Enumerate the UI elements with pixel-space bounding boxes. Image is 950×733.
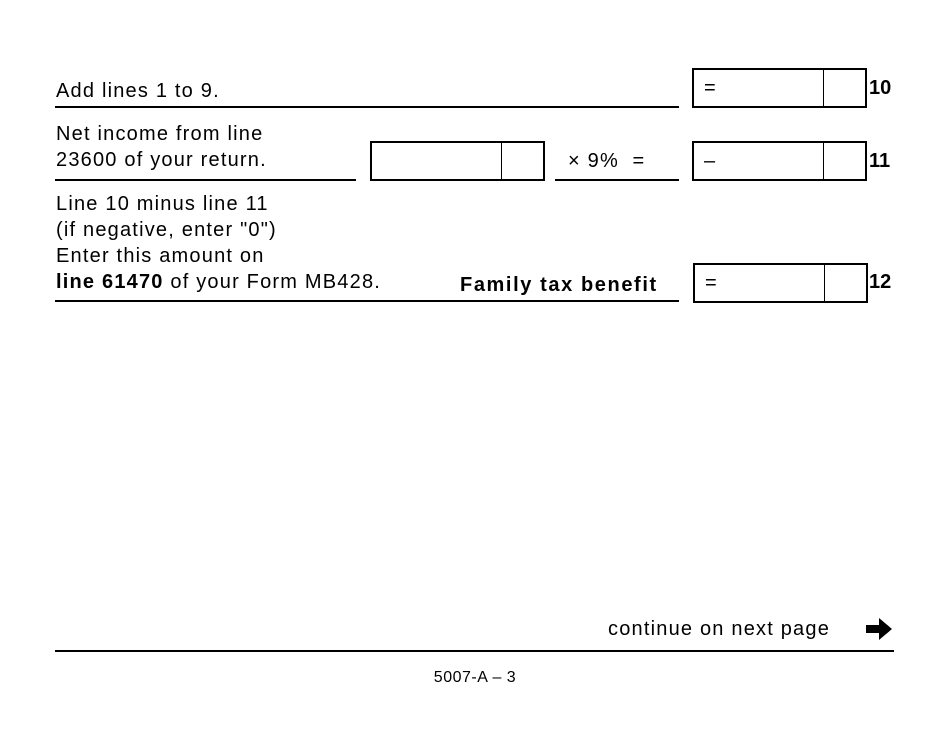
line11-label-rule — [55, 179, 356, 181]
footer-rule — [55, 650, 894, 652]
right-arrow-icon — [864, 616, 894, 642]
line11-number: 11 — [869, 150, 891, 172]
continue-on-next-page — [608, 616, 830, 642]
line12-label-bold: line 61470 — [56, 271, 164, 293]
line11-multiplier-rule — [555, 179, 679, 181]
line11-amount-field[interactable] — [692, 141, 867, 181]
line12-number: 12 — [869, 271, 892, 293]
net-income-field[interactable] — [370, 141, 545, 181]
line12-label-4 — [56, 269, 381, 295]
line11-cents-divider — [823, 143, 824, 179]
net-income-cents-divider — [501, 143, 502, 179]
line12-label-2: (if negative, enter "0") — [56, 219, 277, 241]
line10-rule — [55, 106, 679, 108]
continue-text: continue on next page — [608, 618, 831, 640]
line12-label-1: Line 10 minus line 11 — [56, 193, 269, 215]
line11-label-2: 23600 of your return. — [56, 149, 267, 171]
line10-equals-sign: = — [704, 77, 717, 99]
line10-label: Add lines 1 to 9. — [56, 80, 220, 102]
line12-label-rest: of your Form MB428. — [163, 271, 382, 293]
line12-amount-field[interactable] — [693, 263, 868, 303]
family-tax-benefit-label: Family tax benefit — [460, 274, 658, 296]
page-identifier: 5007-A – 3 — [433, 669, 517, 686]
line11-label-1: Net income from line — [56, 123, 264, 145]
line10-amount-field[interactable] — [692, 68, 867, 108]
line11-multiplier: × 9% = — [568, 150, 646, 172]
line12-equals-sign: = — [705, 272, 718, 294]
line12-label-3: Enter this amount on — [56, 245, 265, 267]
line10-number: 10 — [869, 77, 892, 99]
line10-cents-divider — [823, 70, 824, 106]
line11-minus-sign: – — [704, 150, 717, 172]
line12-rule — [55, 300, 679, 302]
line12-cents-divider — [824, 265, 825, 301]
